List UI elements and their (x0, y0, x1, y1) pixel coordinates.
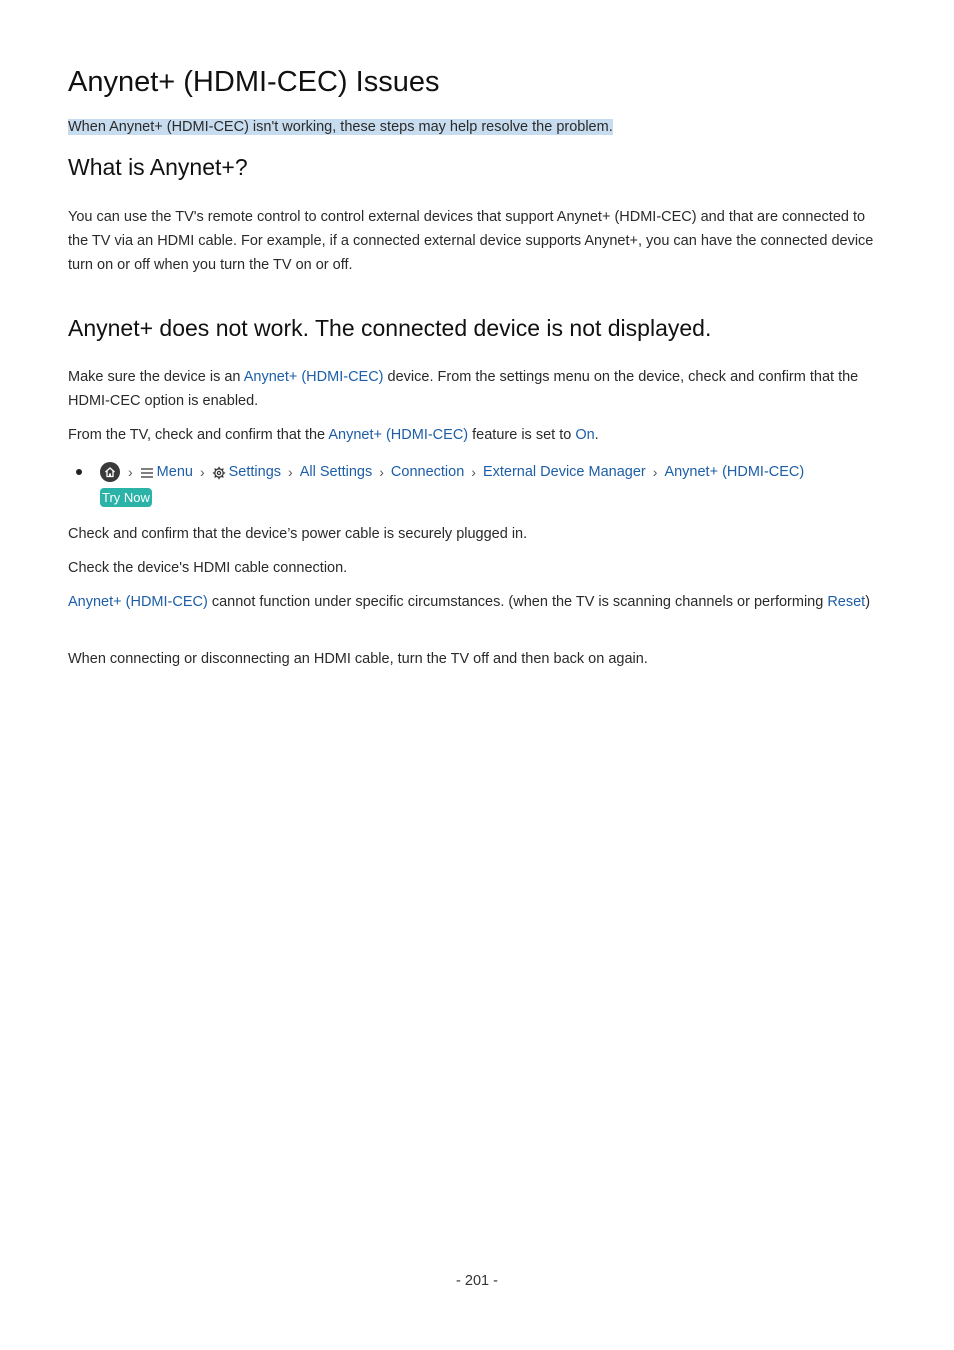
breadcrumb-menu[interactable]: Menu (156, 464, 193, 480)
paragraph-text: . (594, 427, 599, 443)
paragraph-text: Make sure the device is an (68, 369, 244, 385)
breadcrumb-all-settings[interactable]: All Settings (299, 464, 373, 480)
chevron-right-icon: › (288, 464, 293, 480)
intro-highlight: When Anynet+ (HDMI-CEC) isn't working, these steps may help resolve the problem. (68, 119, 613, 135)
page-number: - 201 - (456, 1273, 498, 1289)
paragraph-reconnect: When connecting or disconnecting an HDMI cable, turn the TV off and then back on again. (68, 651, 648, 667)
section-heading-anynet-not-working: Anynet+ does not work. The connected device is not displayed. (68, 315, 712, 341)
paragraph-check-device (68, 365, 884, 413)
paragraph-specific-circumstances (68, 590, 884, 614)
paragraph-text: device. From the settings menu on the device, check and confirm that the HDMI-CEC option is enabled. (68, 369, 859, 409)
section-heading-what-is-anynet: What is Anynet+? (68, 154, 248, 180)
page-title: Anynet+ (HDMI-CEC) Issues (68, 66, 440, 98)
paragraph-hdmi-cable: Check the device's HDMI cable connection. (68, 560, 348, 576)
menu-icon (140, 466, 154, 480)
intro-text (68, 119, 613, 135)
chevron-right-icon: › (199, 464, 205, 480)
chevron-right-icon: › (379, 464, 384, 480)
reset-link[interactable]: Reset (827, 594, 866, 610)
chevron-right-icon: › (128, 464, 133, 480)
chevron-right-icon: › (652, 464, 658, 480)
breadcrumb-connection[interactable]: Connection (390, 464, 465, 480)
paragraph-check-tv (68, 423, 884, 447)
paragraph-power-cable: Check and confirm that the device’s power cable is securely plugged in. (68, 526, 528, 542)
try-now-button[interactable]: Try Now (102, 490, 150, 505)
anynet-link[interactable]: Anynet+ (HDMI-CEC) (243, 369, 384, 385)
anynet-link[interactable]: Anynet+ (HDMI-CEC) (68, 594, 208, 610)
home-icon[interactable] (100, 462, 120, 482)
breadcrumb-anynet[interactable]: Anynet+ (HDMI-CEC) (664, 464, 805, 480)
gear-icon (212, 466, 226, 480)
breadcrumb-settings[interactable]: Settings (228, 464, 282, 480)
paragraph-text: From the TV, check and confirm that the (68, 427, 329, 443)
breadcrumb-external-device-manager[interactable]: External Device Manager (482, 464, 646, 480)
anynet-link[interactable]: Anynet+ (HDMI-CEC) (328, 427, 469, 443)
paragraph-text: feature is set to (468, 427, 576, 443)
section-body-what-is-anynet: You can use the TV's remote control to control external devices that support Anynet+ (HDMI-CEC) and that are connected to the TV via an HDMI cable. For example, if a connected external device supports Anynet+, you can have the connected device turn on or off when you turn the TV on or off. (68, 209, 874, 273)
settings-breadcrumb (100, 460, 804, 484)
bullet-icon (76, 469, 82, 475)
paragraph-text: ) (865, 594, 871, 610)
chevron-right-icon: › (471, 464, 476, 480)
on-link[interactable]: On (575, 427, 595, 443)
paragraph-text: cannot function under specific circumstances. (when the TV is scanning channels or performing (207, 594, 828, 610)
